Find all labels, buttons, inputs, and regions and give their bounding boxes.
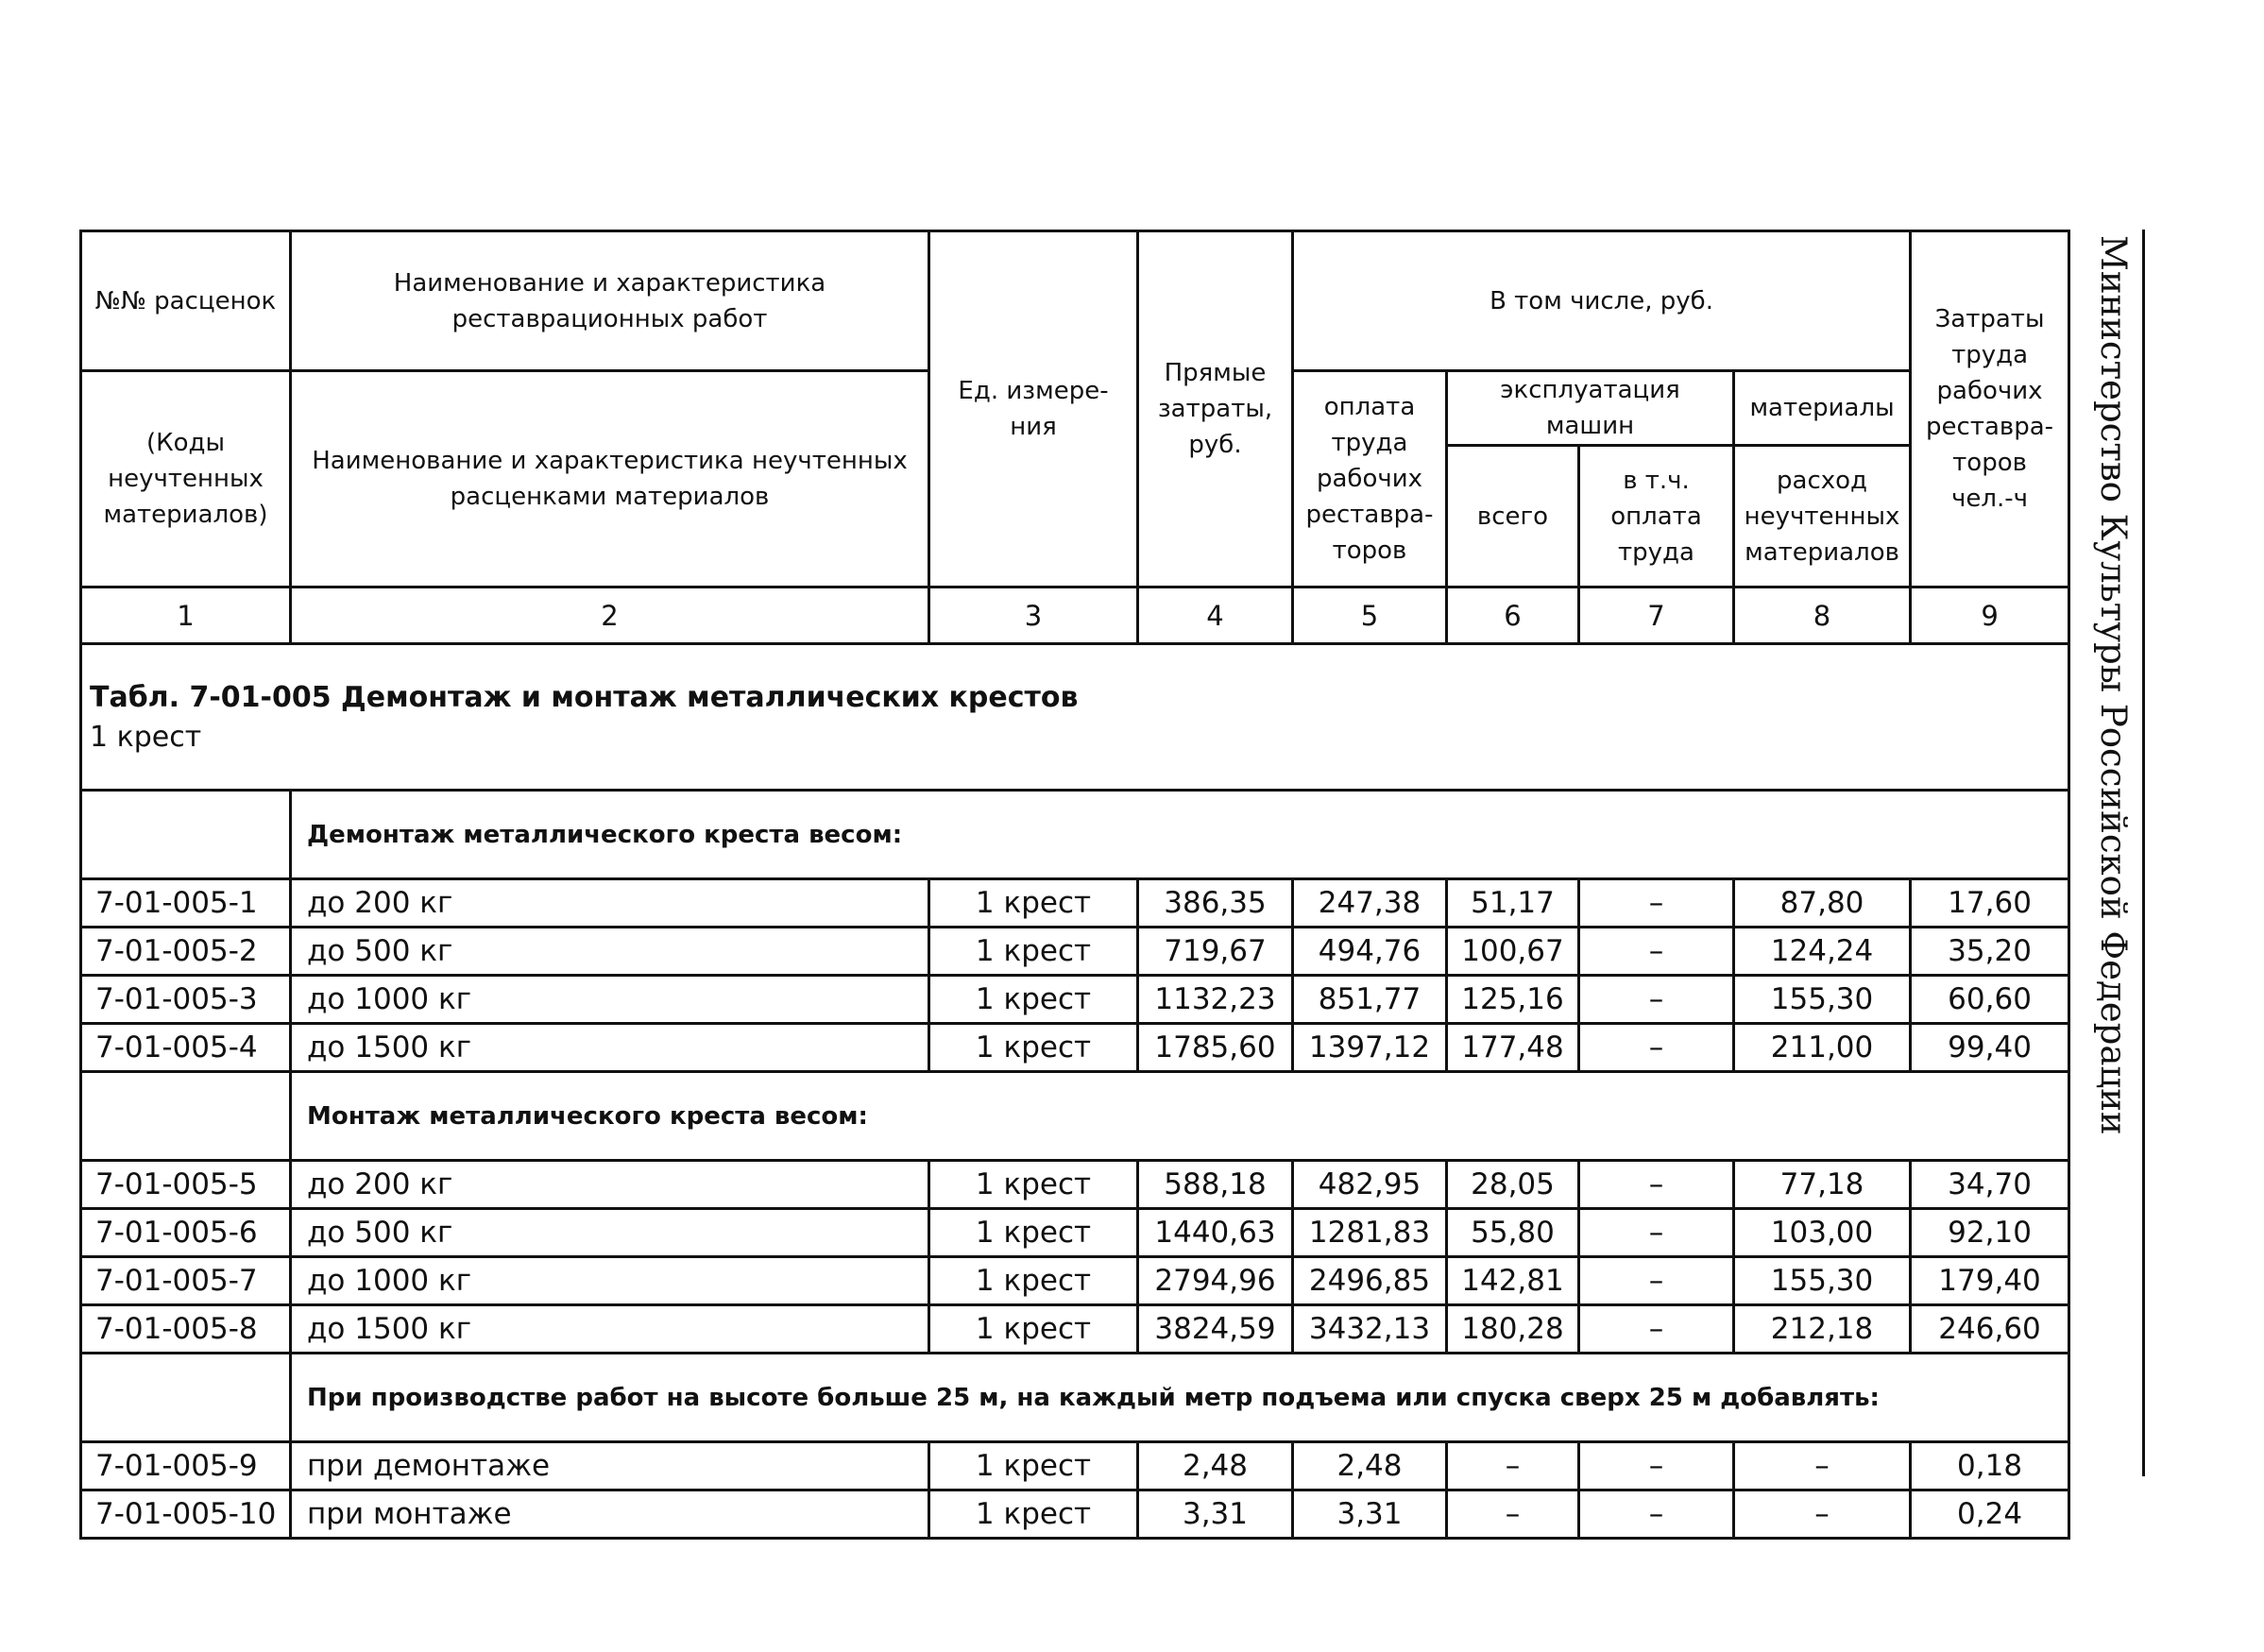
machines-labor-cell: – [1579, 879, 1734, 928]
rate-code: 7-01-005-1 [81, 879, 291, 928]
header-machines-labor: в т.ч. оплата труда [1579, 446, 1734, 588]
header-work-name: Наименование и характеристика реставрационных работ [291, 231, 929, 371]
header-machines: эксплуатация машин [1447, 371, 1734, 446]
rate-code: 7-01-005-10 [81, 1490, 291, 1539]
work-name: до 1000 кг [291, 1257, 929, 1305]
machines-total-cell: – [1447, 1442, 1579, 1490]
table-row [81, 1305, 2069, 1354]
unit-cell: 1 крест [929, 976, 1138, 1024]
machines-total-cell: 28,05 [1447, 1161, 1579, 1209]
work-name: до 500 кг [291, 928, 929, 976]
table-caption [81, 644, 2069, 791]
materials-cell: – [1734, 1442, 1911, 1490]
rate-code: 7-01-005-4 [81, 1024, 291, 1072]
labor-hours-cell: 34,70 [1911, 1161, 2069, 1209]
unit-cell: 1 крест [929, 1209, 1138, 1257]
labor-pay-cell: 494,76 [1293, 928, 1447, 976]
labor-hours-cell: 92,10 [1911, 1209, 2069, 1257]
header-unaccounted-materials: расход неучтенных материалов [1734, 446, 1911, 588]
work-name: до 1500 кг [291, 1305, 929, 1354]
column-number: 9 [1911, 588, 2069, 644]
labor-hours-cell: 0,18 [1911, 1442, 2069, 1490]
table-row [81, 1490, 2069, 1539]
table-title: Табл. 7-01-005 Демонтаж и монтаж металлических крестов [90, 681, 1079, 714]
section-code-cell [81, 1072, 291, 1161]
materials-cell: 155,30 [1734, 976, 1911, 1024]
rates-table [79, 230, 2070, 1540]
header-machines-total: всего [1447, 446, 1579, 588]
labor-pay-cell: 2496,85 [1293, 1257, 1447, 1305]
machines-total-cell: 55,80 [1447, 1209, 1579, 1257]
table-row [81, 1161, 2069, 1209]
document-page [79, 230, 2068, 1540]
header-row-1 [81, 231, 2069, 371]
column-number: 3 [929, 588, 1138, 644]
labor-pay-cell: 247,38 [1293, 879, 1447, 928]
labor-hours-cell: 99,40 [1911, 1024, 2069, 1072]
direct-costs-cell: 2,48 [1138, 1442, 1293, 1490]
materials-cell: 87,80 [1734, 879, 1911, 928]
table-row [81, 928, 2069, 976]
machines-labor-cell: – [1579, 1209, 1734, 1257]
direct-costs-cell: 1440,63 [1138, 1209, 1293, 1257]
table-row [81, 1209, 2069, 1257]
section-code-cell [81, 1354, 291, 1442]
header-material-name: Наименование и характеристика неучтенных расценками материалов [291, 371, 929, 588]
table-row [81, 1257, 2069, 1305]
column-number: 1 [81, 588, 291, 644]
machines-total-cell: 180,28 [1447, 1305, 1579, 1354]
rate-code: 7-01-005-6 [81, 1209, 291, 1257]
header-labor-pay: оплата труда рабочих реставра-торов [1293, 371, 1447, 588]
side-caption: Министерство Культуры Российской Федерации [2093, 235, 2134, 1135]
work-name: до 1000 кг [291, 976, 929, 1024]
column-number: 5 [1293, 588, 1447, 644]
rate-code: 7-01-005-3 [81, 976, 291, 1024]
labor-hours-cell: 60,60 [1911, 976, 2069, 1024]
machines-total-cell: 177,48 [1447, 1024, 1579, 1072]
labor-pay-cell: 3432,13 [1293, 1305, 1447, 1354]
unit-cell: 1 крест [929, 1442, 1138, 1490]
unit-cell: 1 крест [929, 1161, 1138, 1209]
direct-costs-cell: 1785,60 [1138, 1024, 1293, 1072]
unit-cell: 1 крест [929, 1490, 1138, 1539]
section-code-cell [81, 791, 291, 879]
labor-hours-cell: 179,40 [1911, 1257, 2069, 1305]
labor-pay-cell: 3,31 [1293, 1490, 1447, 1539]
unit-cell: 1 крест [929, 928, 1138, 976]
section-title: Монтаж металлического креста весом: [291, 1072, 2069, 1161]
unit-cell: 1 крест [929, 1257, 1138, 1305]
table-row [81, 976, 2069, 1024]
labor-hours-cell: 0,24 [1911, 1490, 2069, 1539]
table-row [81, 879, 2069, 928]
section-row [81, 791, 2069, 879]
materials-cell: 103,00 [1734, 1209, 1911, 1257]
table-body [81, 231, 2069, 1539]
header-unit: Ед. измере-ния [929, 231, 1138, 588]
section-row [81, 1354, 2069, 1442]
machines-total-cell: – [1447, 1490, 1579, 1539]
materials-cell: 77,18 [1734, 1161, 1911, 1209]
machines-labor-cell: – [1579, 1490, 1734, 1539]
direct-costs-cell: 2794,96 [1138, 1257, 1293, 1305]
machines-labor-cell: – [1579, 1305, 1734, 1354]
section-title: Демонтаж металлического креста весом: [291, 791, 2069, 879]
header-rate-numbers: №№ расценок [81, 231, 291, 371]
machines-labor-cell: – [1579, 1257, 1734, 1305]
table-unit: 1 крест [90, 721, 202, 754]
column-number: 2 [291, 588, 929, 644]
header-labor-hours: Затраты труда рабочих реставра-торов чел.-ч [1911, 231, 2069, 588]
unit-cell: 1 крест [929, 1305, 1138, 1354]
section-row [81, 1072, 2069, 1161]
machines-total-cell: 51,17 [1447, 879, 1579, 928]
machines-total-cell: 125,16 [1447, 976, 1579, 1024]
work-name: до 500 кг [291, 1209, 929, 1257]
machines-total-cell: 100,67 [1447, 928, 1579, 976]
machines-labor-cell: – [1579, 1024, 1734, 1072]
column-number: 4 [1138, 588, 1293, 644]
machines-labor-cell: – [1579, 976, 1734, 1024]
materials-cell: – [1734, 1490, 1911, 1539]
column-numbers-row [81, 588, 2069, 644]
rate-code: 7-01-005-7 [81, 1257, 291, 1305]
direct-costs-cell: 386,35 [1138, 879, 1293, 928]
rate-code: 7-01-005-8 [81, 1305, 291, 1354]
table-row [81, 1024, 2069, 1072]
materials-cell: 211,00 [1734, 1024, 1911, 1072]
machines-labor-cell: – [1579, 1442, 1734, 1490]
column-number: 7 [1579, 588, 1734, 644]
machines-total-cell: 142,81 [1447, 1257, 1579, 1305]
column-number: 6 [1447, 588, 1579, 644]
machines-labor-cell: – [1579, 928, 1734, 976]
labor-hours-cell: 17,60 [1911, 879, 2069, 928]
labor-pay-cell: 482,95 [1293, 1161, 1447, 1209]
section-title: При производстве работ на высоте больше 25 м, на каждый метр подъема или спуска сверх 25 м добавлять: [291, 1354, 2069, 1442]
rate-code: 7-01-005-5 [81, 1161, 291, 1209]
direct-costs-cell: 3824,59 [1138, 1305, 1293, 1354]
direct-costs-cell: 719,67 [1138, 928, 1293, 976]
unit-cell: 1 крест [929, 879, 1138, 928]
table-caption-row [81, 644, 2069, 791]
work-name: до 200 кг [291, 879, 929, 928]
direct-costs-cell: 588,18 [1138, 1161, 1293, 1209]
header-materials: материалы [1734, 371, 1911, 446]
labor-pay-cell: 851,77 [1293, 976, 1447, 1024]
header-direct-costs: Прямые затраты, руб. [1138, 231, 1293, 588]
direct-costs-cell: 1132,23 [1138, 976, 1293, 1024]
work-name: до 200 кг [291, 1161, 929, 1209]
labor-pay-cell: 1281,83 [1293, 1209, 1447, 1257]
materials-cell: 155,30 [1734, 1257, 1911, 1305]
work-name: до 1500 кг [291, 1024, 929, 1072]
labor-hours-cell: 35,20 [1911, 928, 2069, 976]
rate-code: 7-01-005-2 [81, 928, 291, 976]
labor-pay-cell: 2,48 [1293, 1442, 1447, 1490]
work-name: при монтаже [291, 1490, 929, 1539]
unit-cell: 1 крест [929, 1024, 1138, 1072]
table-row [81, 1442, 2069, 1490]
materials-cell: 124,24 [1734, 928, 1911, 976]
column-number: 8 [1734, 588, 1911, 644]
labor-hours-cell: 246,60 [1911, 1305, 2069, 1354]
work-name: при демонтаже [291, 1442, 929, 1490]
direct-costs-cell: 3,31 [1138, 1490, 1293, 1539]
rate-code: 7-01-005-9 [81, 1442, 291, 1490]
header-material-codes: (Коды неучтенных материалов) [81, 371, 291, 588]
side-caption-block [2089, 230, 2145, 1476]
labor-pay-cell: 1397,12 [1293, 1024, 1447, 1072]
materials-cell: 212,18 [1734, 1305, 1911, 1354]
header-in-total: В том числе, руб. [1293, 231, 1911, 371]
machines-labor-cell: – [1579, 1161, 1734, 1209]
